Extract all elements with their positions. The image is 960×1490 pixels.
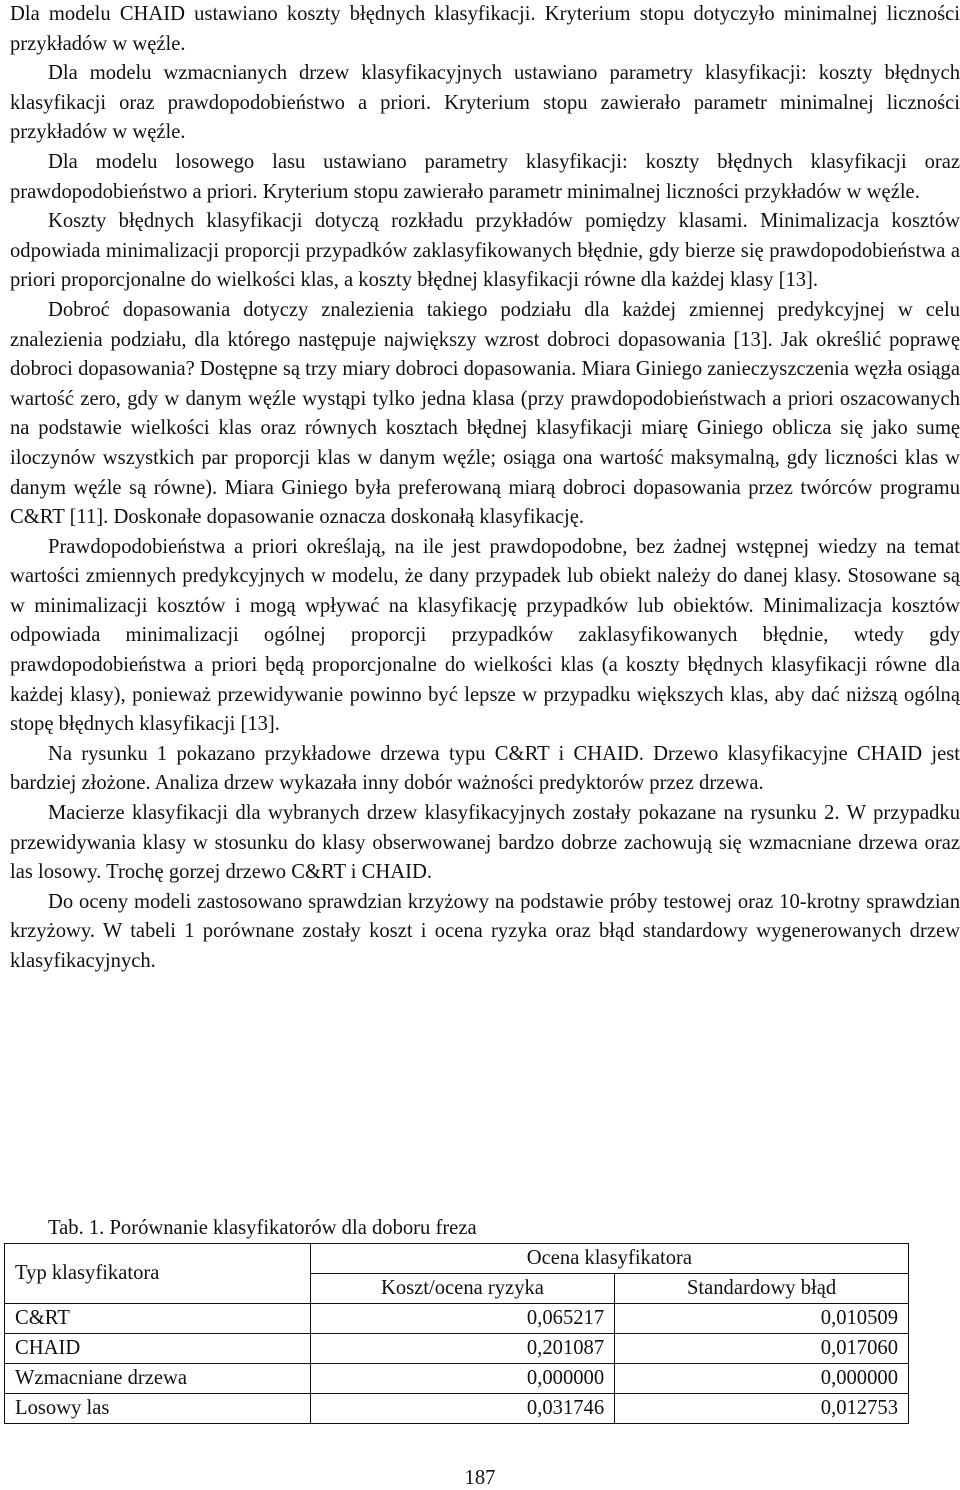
error-value: 0,012753 — [615, 1394, 909, 1424]
table-row — [5, 1364, 909, 1394]
cost-value: 0,031746 — [310, 1394, 614, 1424]
table-row — [5, 1334, 909, 1364]
error-value: 0,010509 — [615, 1304, 909, 1334]
classifier-name: Wzmacniane drzewa — [5, 1364, 311, 1394]
paragraph-chaid-costs: Dla modelu CHAID ustawiano koszty błędnych klasyfikacji. Kryterium stopu dotyczyło minimalnej liczności przykładów w węźle. — [10, 3, 960, 55]
page-number: 187 — [464, 1467, 496, 1489]
error-value: 0,017060 — [615, 1334, 909, 1364]
paragraph-figure-2: Macierze klasyfikacji dla wybranych drzew klasyfikacyjnych zostały pokazane na rysunku 2. W przypadku przewidywania klasy w stosunku do klasy obserwowanej bardzo dobrze zachowują się wzmacniane drzewa oraz las losowy. Trochę gorzej drzewo C&RT i CHAID. — [10, 802, 960, 884]
header-classifier-type: Typ klasyfikatora — [5, 1244, 311, 1304]
header-classifier-evaluation: Ocena klasyfikatora — [310, 1244, 908, 1274]
paragraph-cross-validation: Do oceny modeli zastosowano sprawdzian krzyżowy na podstawie próby testowej oraz 10-krotny sprawdzian krzyżowy. W tabeli 1 porównane zostały koszt i ocena ryzyka oraz błąd standardowy wygenerowanych drzew klasyfikacyjnych. — [10, 890, 960, 972]
paragraph-random-forest: Dla modelu losowego lasu ustawiano parametry klasyfikacji: koszty błędnych klasyfikacji oraz prawdopodobieństwo a priori. Kryterium stopu zawierało parametr minimalnej liczności przykładów w węźle. — [10, 150, 960, 203]
paragraph-boosted-trees: Dla modelu wzmacnianych drzew klasyfikacyjnych ustawiano parametry klasyfikacji: koszty błędnych klasyfikacji oraz prawdopodobieństwo a priori. Kryterium stopu zawierało parametr minimalnej liczności przykładów w węźle. — [10, 62, 960, 144]
cost-value: 0,201087 — [310, 1334, 614, 1364]
paragraph-figure-1: Na rysunku 1 pokazano przykładowe drzewa typu C&RT i CHAID. Drzewo klasyfikacyjne CHAID jest bardziej złożone. Analiza drzew wykazała inny dobór ważności predyktorów przez drzewa. — [10, 742, 960, 795]
table-row — [5, 1394, 909, 1424]
table-caption: Tab. 1. Porównanie klasyfikatorów dla doboru freza — [48, 1217, 477, 1239]
cost-value: 0,000000 — [310, 1364, 614, 1394]
classifier-name: C&RT — [5, 1304, 311, 1334]
classifier-name: CHAID — [5, 1334, 311, 1364]
header-cost-risk: Koszt/ocena ryzyka — [310, 1274, 614, 1304]
paragraph-prior-probabilities: Prawdopodobieństwa a priori określają, na ile jest prawdopodobne, bez żadnej wstępnej wiedzy na temat wartości zmiennych predykcyjnych w modelu, że dany przypadek lub obiekt należy do danej klasy. Stosowane są w minimalizacji kosztów i mogą wpływać na klasyfikację przypadków lub obiektów. Minimalizacja kosztów odpowiada minimalizacji ogólnej proporcji przypadków zaklasyfikowanych błędnie, wtedy gdy prawdopodobieństwa a priori będą proporcjonalne do wielkości klas (a koszty błędnych klasyfikacji równe dla każdej klasy), ponieważ przewidywanie powinno być lepsze w przypadku większych klas, aby dać niższą ogólną stopę błędnych klasyfikacji [13]. — [10, 535, 960, 736]
classifier-name: Losowy las — [5, 1394, 311, 1424]
table-row — [5, 1304, 909, 1334]
document-body — [10, 0, 960, 977]
paragraph-goodness-of-fit: Dobroć dopasowania dotyczy znalezienia takiego podziału dla każdej zmiennej predykcyjnej w celu znalezienia podziału, dla którego następuje największy wzrost dobroci dopasowania [13]. Jak określić poprawę dobroci dopasowania? Dostępne są trzy miary dobroci dopasowania. Miara Giniego zanieczyszczenia węzła osiąga wartość zero, gdy w danym węźle wystąpi tylko jedna klasa (przy prawdopodobieństwach a priori oszacowanych na podstawie wielkości klas oraz równych kosztach błędnej klasyfikacji miarę Giniego oblicza się jako sumę iloczynów wszystkich par proporcji klas w danym węźle; osiąga ona wartość maksymalną, gdy liczności klas w danym węźle są równe). Miara Giniego była preferowaną miarą dobroci dopasowania przez twórców programu C&RT [11]. Doskonałe dopasowanie oznacza doskonałą klasyfikację. — [10, 298, 960, 529]
classifier-comparison-table — [4, 1243, 909, 1424]
error-value: 0,000000 — [615, 1364, 909, 1394]
cost-value: 0,065217 — [310, 1304, 614, 1334]
paragraph-misclassification-costs: Koszty błędnych klasyfikacji dotyczą rozkładu przykładów pomiędzy klasami. Minimalizacja kosztów odpowiada minimalizacji proporcji przypadków zaklasyfikowanych błędnie, gdy bierze się prawdopodobieństwa a priori proporcjonalne do wielkości klas, a koszty błędnej klasyfikacji równe dla każdej klasy [13]. — [10, 210, 960, 292]
table-header-row — [5, 1244, 909, 1274]
header-standard-error: Standardowy błąd — [615, 1274, 909, 1304]
